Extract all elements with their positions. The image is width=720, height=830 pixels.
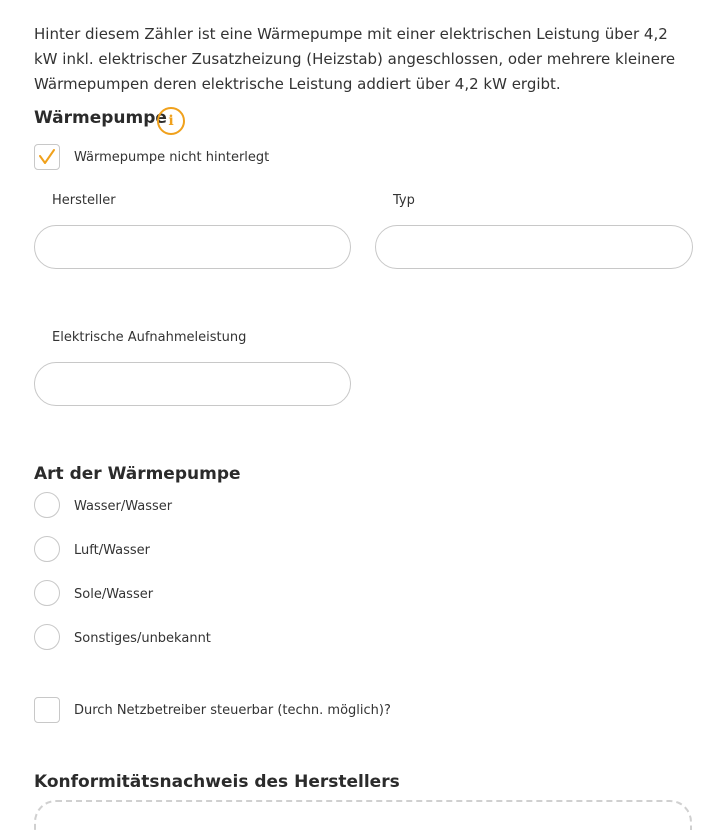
manufacturer-input[interactable] <box>34 225 351 269</box>
manufacturer-label: Hersteller <box>52 193 116 208</box>
info-icon[interactable]: i <box>157 107 185 135</box>
power-input[interactable] <box>34 362 351 406</box>
controllable-label: Durch Netzbetreiber steuerbar (techn. möglich)? <box>74 703 391 718</box>
heatpump-kind-heading: Art der Wärmepumpe <box>34 464 241 484</box>
type-label: Typ <box>393 193 415 208</box>
radio-water-water[interactable] <box>34 492 60 518</box>
checkmark-icon <box>38 148 56 166</box>
conformity-upload-dropzone[interactable] <box>34 800 692 830</box>
heatpump-not-stored-label: Wärmepumpe nicht hinterlegt <box>74 150 270 165</box>
radio-air-water-label: Luft/Wasser <box>74 543 150 558</box>
controllable-checkbox[interactable] <box>34 697 60 723</box>
radio-water-water-label: Wasser/Wasser <box>74 499 173 514</box>
heatpump-heading: Wärmepumpe <box>34 108 167 128</box>
radio-brine-water-label: Sole/Wasser <box>74 587 154 602</box>
radio-other-unknown-label: Sonstiges/unbekannt <box>74 631 211 646</box>
type-input[interactable] <box>375 225 693 269</box>
radio-other-unknown[interactable] <box>34 624 60 650</box>
heatpump-not-stored-checkbox[interactable] <box>34 144 60 170</box>
power-label: Elektrische Aufnahmeleistung <box>52 330 247 345</box>
intro-text: Hinter diesem Zähler ist eine Wärmepumpe mit einer elektrischen Leistung über 4,2 kW inkl. elektrischer Zusatzheizung (Heizstab) angeschlossen, oder mehrere kleinere Wärmepumpen deren elektrische Leistung addiert über 4,2 kW ergibt. <box>34 25 676 93</box>
radio-brine-water[interactable] <box>34 580 60 606</box>
conformity-heading: Konformitätsnachweis des Herstellers <box>34 772 400 792</box>
radio-air-water[interactable] <box>34 536 60 562</box>
